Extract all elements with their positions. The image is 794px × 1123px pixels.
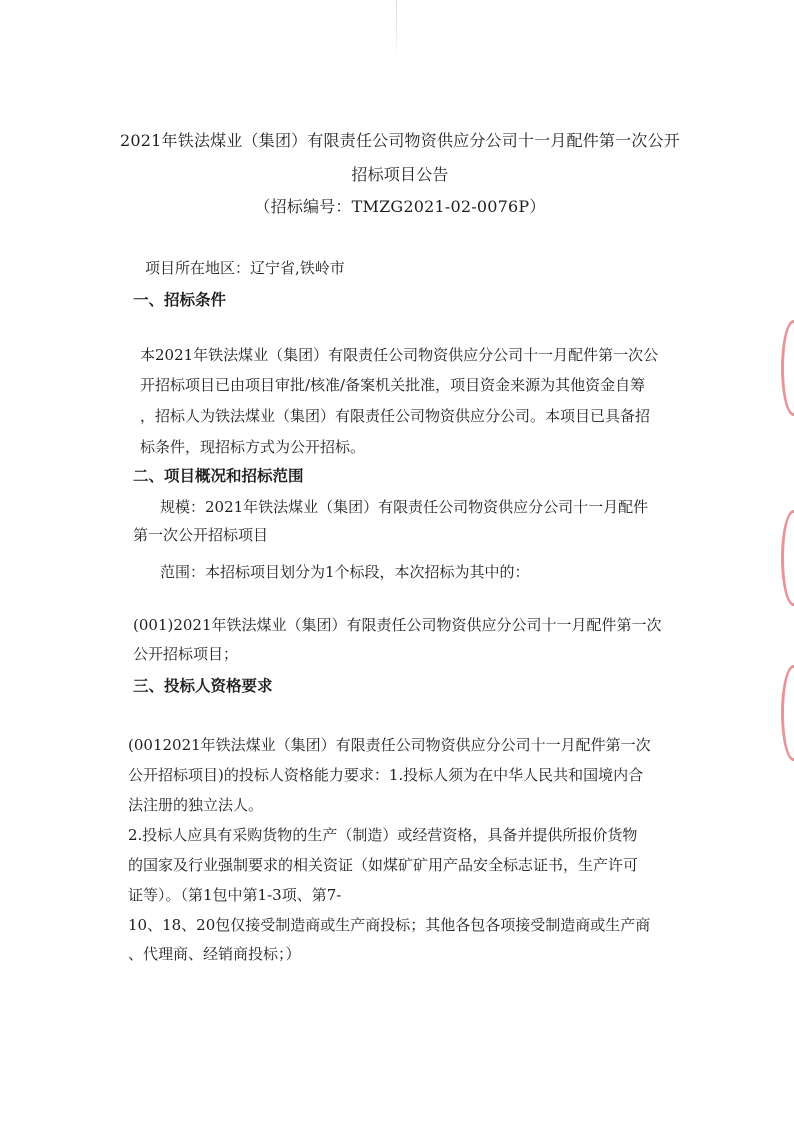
qualification-line: 、代理商、经销商投标；） [128, 945, 301, 963]
qualification-line: 证等）。（第1包中第1-3项、第7- [128, 886, 342, 904]
scale-line: 第一次公开招标项目 [133, 526, 269, 544]
qualification-line: 10、18、20包仅接受制造商或生产商投标；其他各包各项接受制造商或生产商 [128, 916, 651, 934]
announcement-title-line1: 2021年铁法煤业（集团）有限责任公司物资供应分公司十一月配件第一次公开 [120, 131, 680, 150]
scope-line: 范围：本招标项目划分为1个标段，本次招标为其中的： [160, 563, 530, 581]
scan-fold-line [396, 0, 397, 60]
qualification-line: (0012021年铁法煤业（集团）有限责任公司物资供应分公司十一月配件第一次 [128, 736, 651, 754]
scale-line: 规模：2021年铁法煤业（集团）有限责任公司物资供应分公司十一月配件 [160, 498, 649, 516]
section1-line: 开招标项目已由项目审批/核准/备案机关批准，项目资金来源为其他资金自筹 [140, 376, 646, 394]
section3-heading: 三、投标人资格要求 [133, 676, 273, 695]
seal-stamp-edge [781, 510, 794, 606]
section1-heading: 一、招标条件 [133, 290, 227, 309]
section1-line: 标条件，现招标方式为公开招标。 [140, 438, 366, 456]
lot-line: (001)2021年铁法煤业（集团）有限责任公司物资供应分公司十一月配件第一次 [133, 616, 662, 634]
section1-line: 本2021年铁法煤业（集团）有限责任公司物资供应分公司十一月配件第一次公 [140, 346, 659, 364]
announcement-title-line2: 招标项目公告 [351, 165, 449, 184]
section1-line: ，招标人为铁法煤业（集团）有限责任公司物资供应分公司。本项目已具备招 [140, 407, 651, 425]
project-region: 项目所在地区：辽宁省,铁岭市 [145, 259, 345, 277]
qualification-line: 2.投标人应具有采购货物的生产（制造）或经营资格，具备并提供所报价货物 [128, 826, 638, 844]
qualification-line: 的国家及行业强制要求的相关资证（如煤矿矿用产品安全标志证书，生产许可 [128, 856, 639, 874]
seal-stamp-edge [781, 665, 794, 761]
qualification-line: 法注册的独立法人。 [128, 796, 264, 814]
tender-number: （招标编号：TMZG2021-02-0076P） [254, 197, 546, 216]
lot-line: 公开招标项目； [133, 645, 239, 663]
seal-stamp-edge [781, 320, 794, 416]
section2-heading: 二、项目概况和招标范围 [133, 466, 304, 485]
qualification-line: 公开招标项目)的投标人资格能力要求：1.投标人须为在中华人民共和国境内合 [128, 766, 644, 784]
